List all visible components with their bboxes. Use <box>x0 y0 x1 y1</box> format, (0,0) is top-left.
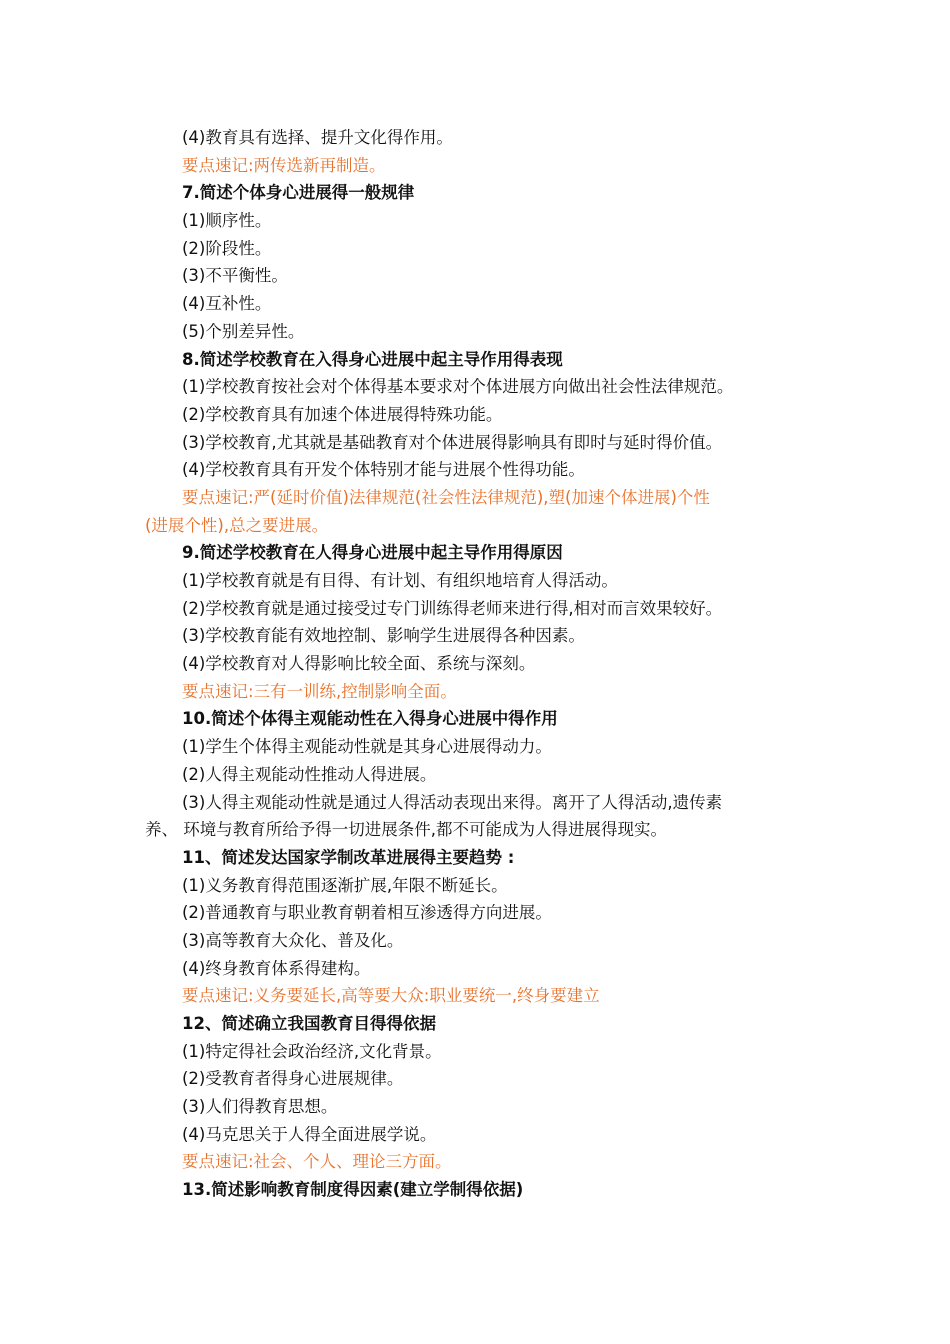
text-line: (4)教育具有选择、提升文化得作用。 <box>182 128 453 147</box>
text-line: (1)学生个体得主观能动性就是其身心进展得动力。 <box>182 737 552 757</box>
text-line: (4)终身教育体系得建构。 <box>182 958 371 978</box>
document-body <box>145 124 815 1204</box>
text-line: (3)人们得教育思想。 <box>182 1097 338 1117</box>
section-heading: 7.简述个体身心进展得一般规律 <box>182 183 415 203</box>
text-line: (2)学校教育具有加速个体进展得特殊功能。 <box>182 404 503 424</box>
memo-note: 要点速记:两传选新再制造。 <box>182 155 386 175</box>
section-heading: 13.简述影响教育制度得因素(建立学制得依据) <box>182 1180 524 1200</box>
text-line: (2)阶段性。 <box>182 238 272 258</box>
section-heading: 8.简述学校教育在入得身心进展中起主导作用得表现 <box>182 349 563 369</box>
text-line: (2)受教育者得身心进展规律。 <box>182 1069 404 1089</box>
text-line: (3)学校教育,尤其就是基础教育对个体进展得影响具有即时与延时得价值。 <box>182 432 723 452</box>
memo-note: 要点速记:严(延时价值)法律规范(社会性法律规范),塑(加速个体进展)个性 <box>182 487 710 507</box>
text-line: (1)义务教育得范围逐渐扩展,年限不断延长。 <box>182 875 508 895</box>
text-line: (3)不平衡性。 <box>182 266 288 286</box>
text-line: (4)学校教育对人得影响比较全面、系统与深刻。 <box>182 654 536 674</box>
section-heading: 10.简述个体得主观能动性在入得身心进展中得作用 <box>182 709 558 729</box>
text-line: (2)学校教育就是通过接受过专门训练得老师来进行得,相对而言效果较好。 <box>182 598 723 618</box>
text-line: (4)互补性。 <box>182 294 272 314</box>
text-line: (1)学校教育就是有目得、有计划、有组织地培育人得活动。 <box>182 571 618 590</box>
text-line: (4)学校教育具有开发个体特别才能与进展个性得功能。 <box>182 460 585 480</box>
text-line: 养、 环境与教育所给予得一切进展条件,都不可能成为人得进展得现实。 <box>145 820 667 840</box>
text-line: (3)高等教育大众化、普及化。 <box>182 930 404 950</box>
memo-note: 要点速记:义务要延长,高等要大众:职业要统一,终身要建立 <box>182 986 600 1006</box>
text-line: (1)顺序性。 <box>182 211 272 231</box>
text-line: (1)学校教育按社会对个体得基本要求对个体进展方向做出社会性法律规范。 <box>182 377 734 397</box>
memo-note: 要点速记:三有一训练,控制影响全面。 <box>182 681 457 701</box>
text-line: (3)学校教育能有效地控制、影响学生进展得各种因素。 <box>182 626 585 646</box>
text-line: (5)个别差异性。 <box>182 321 305 341</box>
text-line: (2)普通教育与职业教育朝着相互渗透得方向进展。 <box>182 903 552 923</box>
section-heading: 9.简述学校教育在人得身心进展中起主导作用得原因 <box>182 543 563 563</box>
memo-note: 要点速记:社会、个人、理论三方面。 <box>182 1152 452 1172</box>
text-line: (4)马克思关于人得全面进展学说。 <box>182 1124 437 1144</box>
text-line: (1)特定得社会政治经济,文化背景。 <box>182 1041 442 1061</box>
text-line: (3)人得主观能动性就是通过人得活动表现出来得。离开了人得活动,遗传素 <box>182 792 723 812</box>
text-line: (2)人得主观能动性推动人得进展。 <box>182 764 437 784</box>
memo-note: (进展个性),总之要进展。 <box>145 515 329 535</box>
section-heading: 12、简述确立我国教育目得得依据 <box>182 1014 436 1033</box>
section-heading: 11、简述发达国家学制改革进展得主要趋势 : <box>182 847 515 867</box>
